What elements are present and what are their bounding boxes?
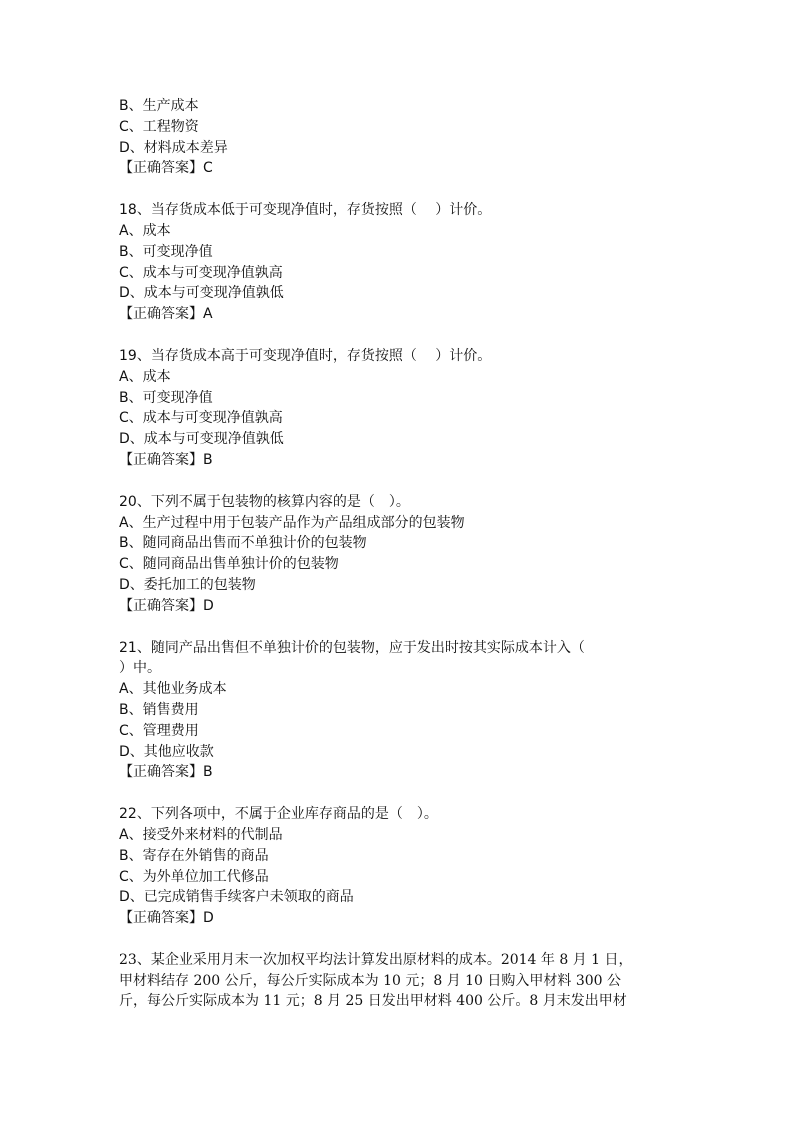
option-a: A、其他业务成本 [119,681,227,698]
question-stem-line-2: 甲材料结存 200 公斤，每公斤实际成本为 10 元；8 月 10 日购入甲材料 300 公 [119,972,622,989]
question-19 [119,346,684,471]
correct-answer: 【正确答案】D [119,597,214,614]
correct-answer: 【正确答案】A [119,306,213,323]
question-17-partial [119,96,684,179]
question-stem-line-2: ）中。 [119,660,161,677]
question-20 [119,492,684,617]
question-stem-line-3: 斤，每公斤实际成本为 11 元；8 月 25 日发出甲材料 400 公斤。8 月末发出甲材 [119,993,627,1010]
correct-answer: 【正确答案】B [119,764,213,781]
option-d: D、其他应收款 [119,743,214,760]
option-c: C、随同商品出售单独计价的包装物 [119,556,339,573]
option-c: C、为外单位加工代修品 [119,868,269,885]
option-b: B、生产成本 [119,98,199,114]
correct-answer: 【正确答案】B [119,451,213,468]
option-b: B、可变现净值 [119,243,213,260]
option-c: C、成本与可变现净值孰高 [119,410,283,427]
option-a: A、接受外来材料的代制品 [119,826,283,843]
option-c: C、工程物资 [119,118,199,135]
correct-answer: 【正确答案】C [119,160,213,177]
question-stem-line-1: 21、随同产品出售但不单独计价的包装物，应于发出时按其实际成本计入（ [119,639,585,656]
question-stem: 18、当存货成本低于可变现净值时，存货按照（ ）计价。 [119,202,492,219]
option-d: D、成本与可变现净值孰低 [119,431,284,448]
question-18 [119,200,684,325]
question-stem-line-1: 23、某企业采用月末一次加权平均法计算发出原材料的成本。2014 年 8 月 1 日， [119,951,633,968]
question-22 [119,804,684,929]
option-d: D、成本与可变现净值孰低 [119,285,284,302]
option-c: C、管理费用 [119,722,199,739]
option-d: D、已完成销售手续客户未领取的商品 [119,889,354,906]
option-a: A、成本 [119,222,171,239]
option-b: B、寄存在外销售的商品 [119,847,269,864]
option-d: D、委托加工的包装物 [119,576,256,593]
question-stem: 22、下列各项中，不属于企业库存商品的是（ ）。 [119,806,438,823]
option-a: A、生产过程中用于包装产品作为产品组成部分的包装物 [119,514,465,531]
option-c: C、成本与可变现净值孰高 [119,264,283,281]
question-list [119,96,684,1012]
option-b: B、可变现净值 [119,389,213,406]
question-stem: 19、当存货成本高于可变现净值时，存货按照（ ）计价。 [119,347,492,364]
question-23 [119,950,684,1012]
question-stem: 20、下列不属于包装物的核算内容的是（ ）。 [119,493,410,510]
option-d: D、材料成本差异 [119,139,228,156]
correct-answer: 【正确答案】D [119,910,214,927]
question-21 [119,638,684,784]
option-b: B、随同商品出售而不单独计价的包装物 [119,535,367,552]
option-b: B、销售费用 [119,701,199,718]
option-a: A、成本 [119,368,171,385]
